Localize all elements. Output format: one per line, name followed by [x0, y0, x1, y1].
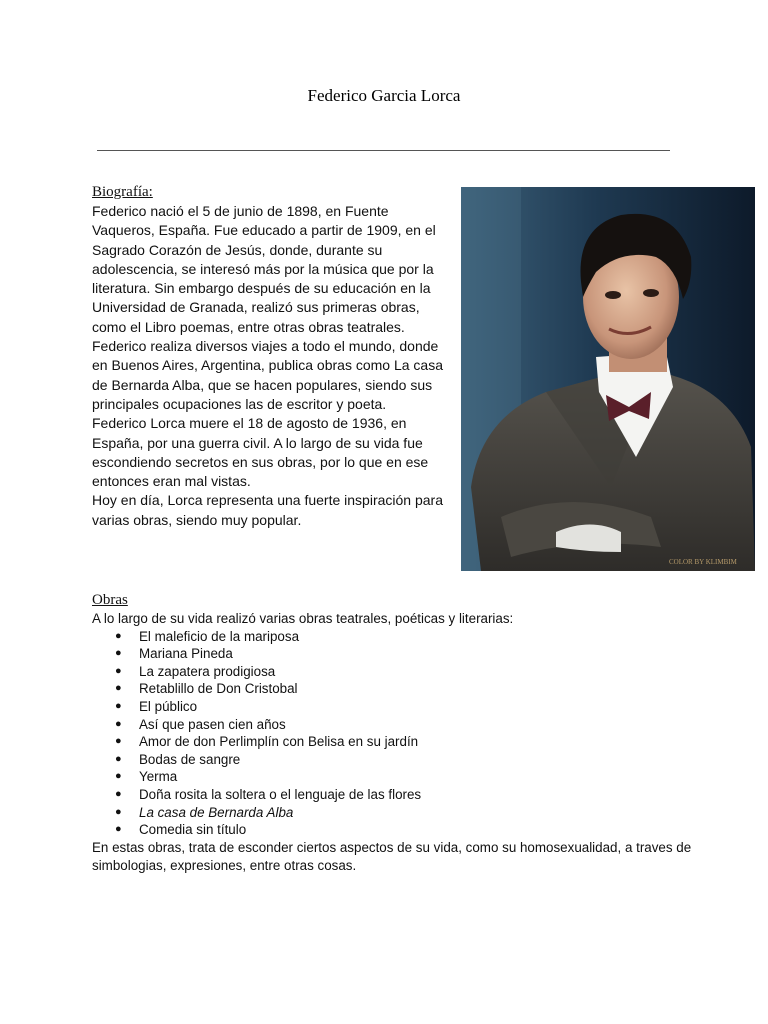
title-divider: [97, 150, 670, 151]
document-title: Federico Garcia Lorca: [307, 86, 461, 105]
biography-paragraph: Federico realiza diversos viajes a todo el mundo, donde en Buenos Aires, Argentina, publica obras como La casa de Bernarda Alba, que se hacen populares, siendo sus principales ocupaciones las de escritor y poeta.: [92, 338, 443, 412]
bullet-icon: ●: [115, 682, 122, 695]
portrait-photo: [461, 187, 755, 571]
biography-paragraph: Hoy en día, Lorca representa una fuerte inspiración para varias obras, siendo muy popular.: [92, 492, 443, 528]
works-intro: A lo largo de su vida realizó varias obras teatrales, poéticas y literarias:: [92, 611, 514, 626]
portrait-caption: COLOR BY KLIMBIM: [669, 558, 737, 566]
list-item: ● Así que pasen cien años: [115, 716, 286, 732]
bullet-icon: ●: [115, 752, 122, 765]
biography-paragraph: Federico nació el 5 de junio de 1898, en Fuente Vaqueros, España. Fue educado a partir de 1909, en el Sagrado Corazón de Jesús, donde, durante su adolescencia, se interesó más por la música que por la literatura. Sin embargo después de su educación en la Universidad de Granada, realizó sus primeras obras, como el Libro poemas, entre otras obras teatrales.: [92, 203, 436, 335]
works-section: [92, 591, 712, 875]
bullet-icon: ●: [115, 823, 122, 836]
bullet-icon: ●: [115, 664, 122, 677]
bullet-icon: ●: [115, 805, 122, 818]
list-item: ● La casa de Bernarda Alba: [115, 804, 294, 820]
list-item: ● La zapatera prodigiosa: [115, 663, 276, 679]
bullet-icon: ●: [115, 770, 122, 783]
biography-text: [92, 202, 454, 530]
works-list: [92, 628, 712, 839]
list-item: ● Bodas de sangre: [115, 751, 241, 767]
bullet-icon: ●: [115, 735, 122, 748]
list-item: ● Yerma: [115, 769, 178, 785]
list-item: ● El público: [115, 698, 198, 714]
list-item: ● Mariana Pineda: [115, 646, 233, 662]
list-item: ● Amor de don Perlimplín con Belisa en su jardín: [115, 734, 419, 750]
bullet-icon: ●: [115, 629, 122, 642]
biography-paragraph: Federico Lorca muere el 18 de agosto de 1936, en España, por una guerra civil. A lo largo de su vida fue escondiendo secretos en sus obras, por lo que en ese entonces eran mal vistas.: [92, 415, 429, 490]
list-item: ● Doña rosita la soltera o el lenguaje de las flores: [115, 786, 422, 802]
bullet-icon: ●: [115, 647, 122, 660]
bullet-icon: ●: [115, 787, 122, 800]
works-closing: En estas obras, trata de esconder ciertos aspectos de su vida, como su homosexualidad, a traves de simbologias, expresiones, entre otras cosas.: [92, 839, 692, 873]
list-item: ● Retablillo de Don Cristobal: [115, 681, 298, 697]
works-heading: Obras: [92, 592, 128, 608]
bullet-icon: ●: [115, 717, 122, 730]
list-item: ● El maleficio de la mariposa: [115, 628, 300, 644]
bullet-icon: ●: [115, 699, 122, 712]
biography-heading: Biografía:: [92, 184, 153, 200]
list-item: ● Comedia sin título: [115, 822, 247, 838]
biography-section: [92, 183, 454, 530]
